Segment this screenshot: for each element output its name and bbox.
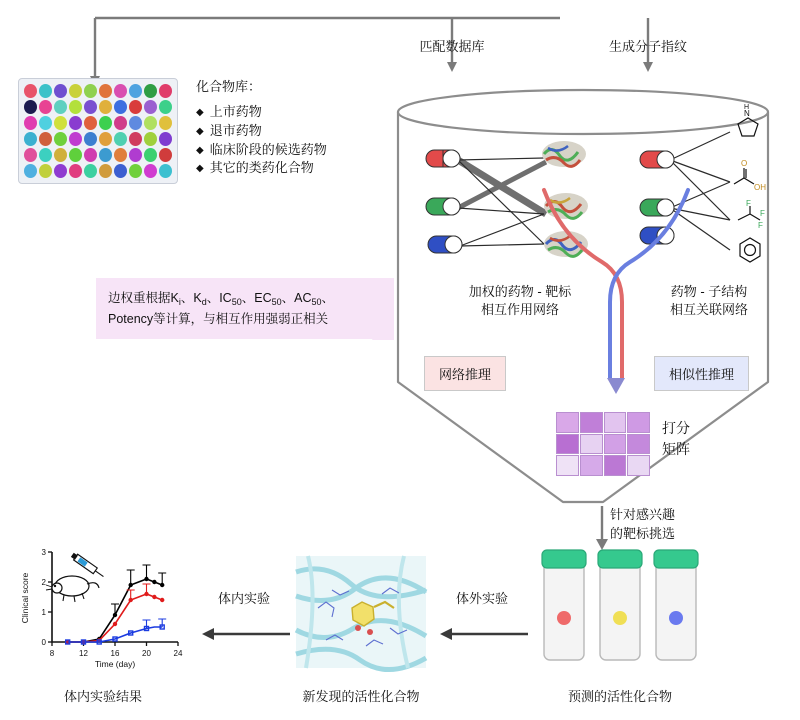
plate-well bbox=[129, 84, 142, 98]
in-vivo-arrow-label: 体内实验 bbox=[217, 591, 270, 606]
score-matrix-cell bbox=[604, 455, 627, 476]
plate-well bbox=[84, 148, 97, 162]
plate-well bbox=[54, 116, 67, 130]
plate-well bbox=[54, 84, 67, 98]
plate-well bbox=[144, 164, 157, 178]
svg-text:16: 16 bbox=[110, 649, 120, 658]
score-matrix-label-line2: 矩阵 bbox=[662, 441, 690, 457]
score-matrix-cell bbox=[627, 434, 650, 455]
in-vitro-arrow bbox=[436, 624, 528, 644]
new-active-caption: 新发现的活性化合物 bbox=[302, 689, 420, 704]
svg-text:F: F bbox=[746, 199, 751, 208]
score-matrix-cell bbox=[580, 412, 603, 433]
network-inference-pill bbox=[424, 356, 506, 391]
score-matrix-cell bbox=[556, 455, 579, 476]
compound-library-text bbox=[196, 78, 396, 178]
predicted-active-caption: 预测的活性化合物 bbox=[567, 689, 672, 704]
plate-well bbox=[24, 100, 37, 114]
plate-well bbox=[39, 148, 52, 162]
network-inference-label: 网络推理 bbox=[439, 367, 492, 382]
plate-well bbox=[99, 132, 112, 146]
plate-well bbox=[114, 116, 127, 130]
plate-well bbox=[84, 116, 97, 130]
plate-well bbox=[144, 84, 157, 98]
plate-well bbox=[24, 116, 37, 130]
plate-well bbox=[144, 100, 157, 114]
svg-text:H: H bbox=[744, 104, 750, 111]
plate-well bbox=[159, 100, 172, 114]
svg-text:OH: OH bbox=[754, 183, 766, 192]
plate-well bbox=[114, 100, 127, 114]
plate-well bbox=[54, 132, 67, 146]
svg-text:1: 1 bbox=[41, 608, 46, 617]
edge-weight-note-line1: 边权重根据$K_i$、$K_d$、$IC_{50}$、$EC_{50}$、$AC_{50}$、 bbox=[108, 291, 335, 307]
svg-text:3: 3 bbox=[41, 548, 46, 557]
in-vitro-arrow-label: 体外实验 bbox=[455, 591, 508, 606]
plate-well bbox=[129, 100, 142, 114]
plate-well bbox=[99, 100, 112, 114]
library-item: ◆ 其它的类药化合物 bbox=[196, 159, 396, 178]
new-active-compound-structure bbox=[296, 556, 426, 668]
plate-well bbox=[69, 148, 82, 162]
clinical-score-chart bbox=[18, 546, 188, 670]
plate-well bbox=[84, 100, 97, 114]
plate-well bbox=[24, 148, 37, 162]
svg-text:Time (day): Time (day) bbox=[94, 659, 136, 669]
plate-well bbox=[54, 100, 67, 114]
svg-text:2: 2 bbox=[41, 578, 46, 587]
plate-well bbox=[129, 164, 142, 178]
svg-text:N: N bbox=[744, 109, 750, 118]
score-matrix bbox=[556, 412, 648, 474]
compound-library-plate bbox=[18, 78, 178, 184]
svg-text:24: 24 bbox=[173, 649, 183, 658]
score-matrix-label-line1: 打分 bbox=[662, 420, 690, 436]
target-selection-line2: 的靶标挑选 bbox=[610, 525, 676, 541]
score-matrix-cell bbox=[627, 455, 650, 476]
plate-well bbox=[69, 100, 82, 114]
plate-well bbox=[24, 164, 37, 178]
score-matrix-label bbox=[662, 418, 690, 460]
plate-well bbox=[99, 84, 112, 98]
plate-well bbox=[39, 132, 52, 146]
svg-text:F: F bbox=[760, 209, 765, 218]
score-matrix-cell bbox=[627, 412, 650, 433]
plate-well bbox=[39, 100, 52, 114]
library-item: ◆ 上市药物 bbox=[196, 103, 396, 122]
in-vivo-arrow bbox=[198, 624, 290, 644]
score-matrix-cell bbox=[556, 434, 579, 455]
plate-well bbox=[114, 148, 127, 162]
plate-well bbox=[129, 132, 142, 146]
plate-well bbox=[129, 116, 142, 130]
compound-library-title: 化合物库： bbox=[196, 79, 262, 94]
svg-text:Clinical score: Clinical score bbox=[20, 572, 30, 624]
svg-text:0: 0 bbox=[41, 638, 46, 647]
svg-text:O: O bbox=[741, 159, 748, 168]
plate-well bbox=[159, 132, 172, 146]
edge-weight-note-line2: Potency等计算，与相互作用强弱正相关 bbox=[108, 312, 329, 327]
plate-well bbox=[54, 148, 67, 162]
plate-well bbox=[39, 84, 52, 98]
plate-well bbox=[69, 84, 82, 98]
plate-well bbox=[114, 84, 127, 98]
plate-well bbox=[99, 148, 112, 162]
svg-text:20: 20 bbox=[142, 649, 151, 658]
library-item: ◆ 临床阶段的候选药物 bbox=[196, 141, 396, 160]
plate-well bbox=[159, 148, 172, 162]
plate-well bbox=[84, 84, 97, 98]
drug-substructure-label-line1: 药物 - 子结构 bbox=[670, 284, 748, 299]
target-selection-label bbox=[610, 506, 675, 544]
predicted-active-compound-vials bbox=[532, 546, 708, 668]
plate-well bbox=[144, 116, 157, 130]
plate-well bbox=[39, 116, 52, 130]
plate-well bbox=[54, 164, 67, 178]
plate-well bbox=[144, 148, 157, 162]
similarity-inference-label: 相似性推理 bbox=[669, 367, 735, 382]
match-database-arrow-label: 匹配数据库 bbox=[419, 39, 485, 54]
drug-target-network-label-line1: 加权的药物 - 靶标 bbox=[468, 284, 572, 299]
plate-well bbox=[24, 84, 37, 98]
similarity-inference-pill bbox=[654, 356, 749, 391]
plate-well bbox=[99, 164, 112, 178]
plate-well bbox=[84, 132, 97, 146]
drug-substructure-label-line2: 相互关联网络 bbox=[669, 302, 748, 318]
plate-well bbox=[69, 164, 82, 178]
score-matrix-cell bbox=[580, 455, 603, 476]
score-matrix-cell bbox=[604, 434, 627, 455]
drug-target-network-label-line2: 相互作用网络 bbox=[480, 302, 559, 318]
plate-well bbox=[144, 132, 157, 146]
edge-weight-note bbox=[96, 278, 388, 339]
score-matrix-cell bbox=[556, 412, 579, 433]
target-selection-line1: 针对感兴趣 bbox=[610, 507, 676, 522]
plate-well bbox=[114, 164, 127, 178]
plate-well bbox=[24, 132, 37, 146]
library-item: ◆ 退市药物 bbox=[196, 122, 396, 141]
score-matrix-cell bbox=[604, 412, 627, 433]
svg-text:8: 8 bbox=[49, 649, 55, 658]
plate-well bbox=[159, 164, 172, 178]
plate-well bbox=[69, 116, 82, 130]
plate-well bbox=[84, 164, 97, 178]
plate-well bbox=[69, 132, 82, 146]
in-vivo-result-caption: 体内实验结果 bbox=[63, 689, 142, 704]
protein-ribbon-icon bbox=[542, 141, 586, 167]
svg-text:12: 12 bbox=[79, 649, 88, 658]
plate-well bbox=[114, 132, 127, 146]
plate-well bbox=[39, 164, 52, 178]
generate-fingerprint-arrow-label: 生成分子指纹 bbox=[608, 39, 687, 54]
plate-well bbox=[159, 116, 172, 130]
mouse-injection-icon bbox=[46, 552, 105, 602]
svg-text:F: F bbox=[758, 221, 763, 230]
plate-well bbox=[99, 116, 112, 130]
score-matrix-cell bbox=[580, 434, 603, 455]
plate-well bbox=[159, 84, 172, 98]
plate-well bbox=[129, 148, 142, 162]
